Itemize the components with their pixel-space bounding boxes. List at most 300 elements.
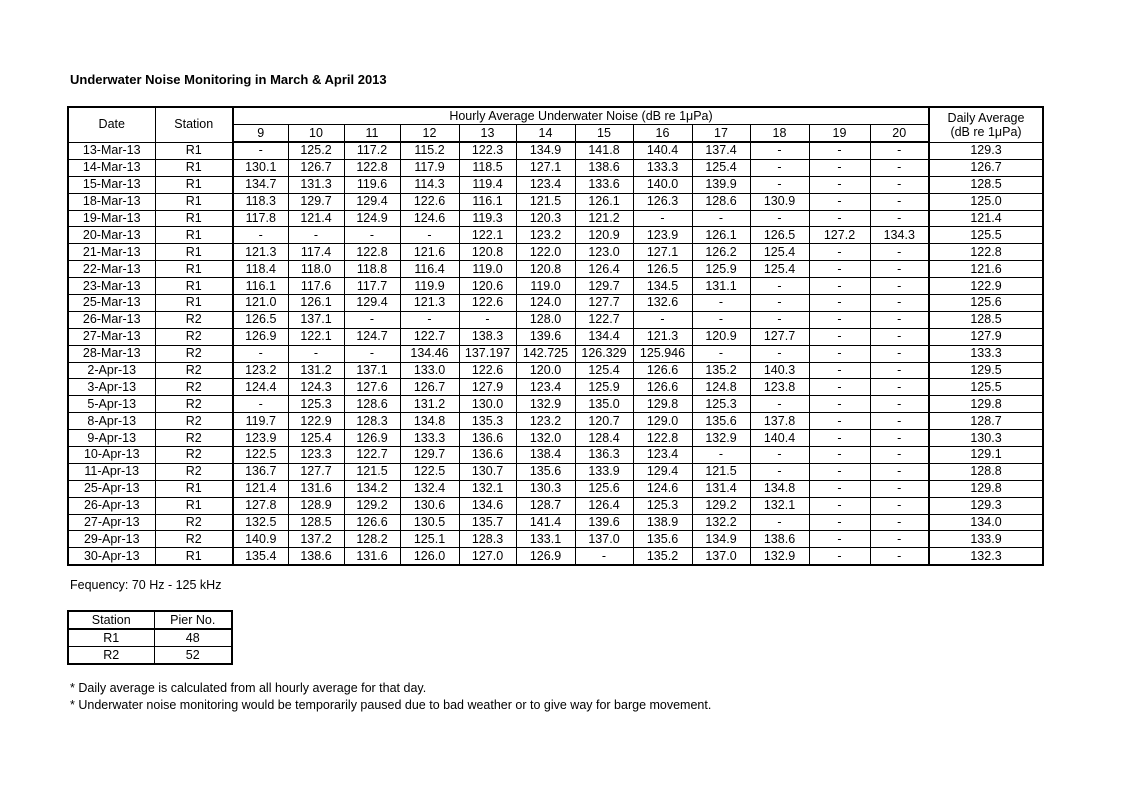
hourly-value-cell: 125.946 xyxy=(633,345,692,362)
daily-average-cell: 129.3 xyxy=(929,497,1043,514)
hourly-value-cell: 121.3 xyxy=(233,244,288,261)
hourly-value-cell: - xyxy=(870,413,929,430)
hourly-value-cell: 125.1 xyxy=(400,531,459,548)
table-row xyxy=(68,176,1043,193)
table-row xyxy=(68,345,1043,362)
hourly-value-cell: 128.6 xyxy=(344,396,400,413)
hourly-value-cell: 128.4 xyxy=(575,430,633,447)
hourly-value-cell: - xyxy=(870,142,929,159)
station-cell: R1 xyxy=(155,142,233,159)
hourly-value-cell: 117.6 xyxy=(288,278,344,295)
station-cell: R2 xyxy=(155,514,233,531)
hourly-value-cell: 129.8 xyxy=(633,396,692,413)
station-header: Station xyxy=(155,107,233,142)
date-cell: 26-Mar-13 xyxy=(68,311,155,328)
hour-header: 9 xyxy=(233,125,288,143)
hourly-value-cell: - xyxy=(233,142,288,159)
date-cell: 28-Mar-13 xyxy=(68,345,155,362)
hourly-value-cell: - xyxy=(692,447,750,464)
date-cell: 25-Apr-13 xyxy=(68,480,155,497)
hourly-value-cell: 125.3 xyxy=(633,497,692,514)
hourly-value-cell: - xyxy=(809,210,870,227)
hourly-value-cell: 117.8 xyxy=(233,210,288,227)
hourly-value-cell: - xyxy=(809,379,870,396)
date-cell: 27-Mar-13 xyxy=(68,328,155,345)
table-row xyxy=(68,261,1043,278)
hourly-value-cell: - xyxy=(870,328,929,345)
hourly-value-cell: 119.0 xyxy=(516,278,575,295)
pier-table xyxy=(67,610,233,665)
hourly-value-cell: - xyxy=(692,210,750,227)
pier-no-cell: 52 xyxy=(154,647,232,665)
hourly-value-cell: 122.0 xyxy=(516,244,575,261)
daily-average-cell: 128.5 xyxy=(929,176,1043,193)
hourly-value-cell: 140.9 xyxy=(233,531,288,548)
hourly-value-cell: 129.4 xyxy=(344,295,400,312)
daily-header-line2: (dB re 1μPa) xyxy=(950,124,1022,139)
hourly-value-cell: 125.9 xyxy=(692,261,750,278)
hourly-value-cell: 118.8 xyxy=(344,261,400,278)
footnote-daily-average: * Daily average is calculated from all hourly average for that day. xyxy=(70,681,427,695)
hourly-value-cell: - xyxy=(692,295,750,312)
table-row xyxy=(68,548,1043,565)
hourly-value-cell: 121.2 xyxy=(575,210,633,227)
hourly-value-cell: - xyxy=(809,430,870,447)
hourly-value-cell: - xyxy=(870,261,929,278)
hourly-value-cell: - xyxy=(809,261,870,278)
hourly-value-cell: 121.0 xyxy=(233,295,288,312)
hourly-value-cell: 140.4 xyxy=(633,142,692,159)
pier-row xyxy=(68,629,232,647)
hourly-value-cell: - xyxy=(809,311,870,328)
table-row xyxy=(68,463,1043,480)
hourly-value-cell: 126.3 xyxy=(633,193,692,210)
station-cell: R2 xyxy=(155,430,233,447)
hourly-value-cell: 119.0 xyxy=(459,261,516,278)
hourly-value-cell: 126.5 xyxy=(750,227,809,244)
hourly-value-cell: 137.197 xyxy=(459,345,516,362)
hourly-value-cell: 126.1 xyxy=(575,193,633,210)
hourly-value-cell: 122.6 xyxy=(459,362,516,379)
hourly-value-cell: 130.1 xyxy=(233,159,288,176)
hourly-value-cell: 121.5 xyxy=(692,463,750,480)
hourly-value-cell: 122.1 xyxy=(459,227,516,244)
hourly-value-cell: - xyxy=(809,396,870,413)
daily-average-cell: 129.8 xyxy=(929,396,1043,413)
hourly-value-cell: 132.6 xyxy=(633,295,692,312)
hourly-value-cell: 125.4 xyxy=(692,159,750,176)
hourly-value-cell: 121.4 xyxy=(233,480,288,497)
hourly-value-cell: - xyxy=(288,345,344,362)
hourly-header: Hourly Average Underwater Noise (dB re 1μPa) xyxy=(233,107,929,125)
daily-average-cell: 128.5 xyxy=(929,311,1043,328)
date-cell: 21-Mar-13 xyxy=(68,244,155,261)
hourly-value-cell: - xyxy=(809,413,870,430)
hourly-value-cell: 132.5 xyxy=(233,514,288,531)
hourly-value-cell: 124.8 xyxy=(692,379,750,396)
hourly-value-cell: 123.4 xyxy=(516,176,575,193)
station-cell: R2 xyxy=(155,447,233,464)
hourly-value-cell: 120.8 xyxy=(516,261,575,278)
station-cell: R1 xyxy=(155,210,233,227)
date-cell: 2-Apr-13 xyxy=(68,362,155,379)
pier-row xyxy=(68,647,232,665)
date-cell: 19-Mar-13 xyxy=(68,210,155,227)
hourly-value-cell: 114.3 xyxy=(400,176,459,193)
hourly-value-cell: 126.329 xyxy=(575,345,633,362)
hourly-value-cell: 125.4 xyxy=(750,261,809,278)
hourly-value-cell: 123.0 xyxy=(575,244,633,261)
pier-station-header: Station xyxy=(68,611,154,629)
hourly-value-cell: - xyxy=(400,227,459,244)
hourly-value-cell: 119.9 xyxy=(400,278,459,295)
hourly-value-cell: - xyxy=(870,345,929,362)
daily-header xyxy=(929,107,1043,142)
daily-average-cell: 133.9 xyxy=(929,531,1043,548)
hourly-value-cell: 126.9 xyxy=(516,548,575,565)
hourly-value-cell: 135.6 xyxy=(633,531,692,548)
footnote-paused: * Underwater noise monitoring would be temporarily paused due to bad weather or to give way for barge movement. xyxy=(70,698,712,712)
hourly-value-cell: - xyxy=(692,311,750,328)
hourly-value-cell: 134.2 xyxy=(344,480,400,497)
station-cell: R1 xyxy=(155,244,233,261)
hourly-value-cell: - xyxy=(750,210,809,227)
hourly-value-cell: 116.4 xyxy=(400,261,459,278)
hourly-value-cell: 128.3 xyxy=(344,413,400,430)
hourly-value-cell: - xyxy=(750,463,809,480)
hourly-value-cell: 124.9 xyxy=(344,210,400,227)
hourly-value-cell: - xyxy=(750,514,809,531)
station-cell: R2 xyxy=(155,531,233,548)
hourly-value-cell: - xyxy=(809,142,870,159)
hourly-value-cell: 119.7 xyxy=(233,413,288,430)
hourly-value-cell: 123.2 xyxy=(233,362,288,379)
hourly-value-cell: 134.9 xyxy=(692,531,750,548)
date-cell: 8-Apr-13 xyxy=(68,413,155,430)
daily-average-cell: 130.3 xyxy=(929,430,1043,447)
date-cell: 13-Mar-13 xyxy=(68,142,155,159)
hourly-value-cell: - xyxy=(809,345,870,362)
hourly-value-cell: 124.3 xyxy=(288,379,344,396)
hourly-value-cell: 138.6 xyxy=(750,531,809,548)
hourly-value-cell: 130.3 xyxy=(516,480,575,497)
hourly-value-cell: 138.6 xyxy=(575,159,633,176)
hourly-value-cell: 121.4 xyxy=(288,210,344,227)
daily-average-cell: 132.3 xyxy=(929,548,1043,565)
hourly-value-cell: - xyxy=(870,379,929,396)
hourly-value-cell: 127.7 xyxy=(575,295,633,312)
hourly-value-cell: 115.2 xyxy=(400,142,459,159)
page-title: Underwater Noise Monitoring in March & April 2013 xyxy=(70,72,387,87)
hourly-value-cell: - xyxy=(233,227,288,244)
hourly-value-cell: 136.6 xyxy=(459,447,516,464)
hourly-value-cell: 141.4 xyxy=(516,514,575,531)
noise-table xyxy=(67,106,1044,566)
hourly-value-cell: - xyxy=(400,311,459,328)
hourly-value-cell: 128.5 xyxy=(288,514,344,531)
table-row xyxy=(68,430,1043,447)
hourly-value-cell: 137.1 xyxy=(344,362,400,379)
hourly-value-cell: 133.0 xyxy=(400,362,459,379)
table-row xyxy=(68,379,1043,396)
hourly-value-cell: - xyxy=(288,227,344,244)
hourly-value-cell: 137.0 xyxy=(575,531,633,548)
date-cell: 11-Apr-13 xyxy=(68,463,155,480)
hourly-value-cell: 126.6 xyxy=(633,379,692,396)
hourly-value-cell: - xyxy=(633,210,692,227)
hourly-value-cell: 132.9 xyxy=(516,396,575,413)
hourly-value-cell: - xyxy=(750,447,809,464)
hourly-value-cell: - xyxy=(809,514,870,531)
hourly-value-cell: 134.7 xyxy=(233,176,288,193)
hourly-value-cell: - xyxy=(870,176,929,193)
hourly-value-cell: - xyxy=(870,548,929,565)
hourly-value-cell: 135.2 xyxy=(692,362,750,379)
hourly-value-cell: 131.6 xyxy=(344,548,400,565)
station-cell: R1 xyxy=(155,548,233,565)
hourly-value-cell: 125.2 xyxy=(288,142,344,159)
table-row xyxy=(68,142,1043,159)
hourly-value-cell: 139.6 xyxy=(575,514,633,531)
date-cell: 5-Apr-13 xyxy=(68,396,155,413)
hourly-value-cell: 135.7 xyxy=(459,514,516,531)
hourly-value-cell: 127.7 xyxy=(288,463,344,480)
hourly-value-cell: 129.2 xyxy=(344,497,400,514)
hourly-value-cell: 139.9 xyxy=(692,176,750,193)
hourly-value-cell: 122.7 xyxy=(344,447,400,464)
hourly-value-cell: - xyxy=(233,396,288,413)
hourly-value-cell: 122.1 xyxy=(288,328,344,345)
hourly-value-cell: - xyxy=(750,396,809,413)
hourly-value-cell: 131.3 xyxy=(288,176,344,193)
hourly-value-cell: 142.725 xyxy=(516,345,575,362)
table-row xyxy=(68,514,1043,531)
hourly-value-cell: 124.0 xyxy=(516,295,575,312)
daily-average-cell: 122.8 xyxy=(929,244,1043,261)
hourly-value-cell: 127.2 xyxy=(809,227,870,244)
daily-average-cell: 121.4 xyxy=(929,210,1043,227)
station-cell: R2 xyxy=(155,396,233,413)
table-row xyxy=(68,531,1043,548)
hourly-value-cell: - xyxy=(870,193,929,210)
hourly-value-cell: - xyxy=(870,210,929,227)
hourly-value-cell: - xyxy=(344,345,400,362)
hourly-value-cell: 119.3 xyxy=(459,210,516,227)
hourly-value-cell: - xyxy=(809,497,870,514)
table-row xyxy=(68,413,1043,430)
date-cell: 23-Mar-13 xyxy=(68,278,155,295)
hourly-value-cell: - xyxy=(809,463,870,480)
hourly-value-cell: 125.4 xyxy=(288,430,344,447)
date-cell: 30-Apr-13 xyxy=(68,548,155,565)
hourly-value-cell: 132.0 xyxy=(516,430,575,447)
hourly-value-cell: 120.9 xyxy=(692,328,750,345)
hourly-value-cell: 129.7 xyxy=(288,193,344,210)
table-row xyxy=(68,480,1043,497)
hourly-value-cell: - xyxy=(750,278,809,295)
hourly-value-cell: 127.6 xyxy=(344,379,400,396)
hourly-value-cell: - xyxy=(870,311,929,328)
hourly-value-cell: 137.8 xyxy=(750,413,809,430)
hourly-value-cell: 134.8 xyxy=(400,413,459,430)
hourly-value-cell: 125.4 xyxy=(750,244,809,261)
hourly-value-cell: - xyxy=(870,447,929,464)
hourly-value-cell: 124.6 xyxy=(400,210,459,227)
date-cell: 20-Mar-13 xyxy=(68,227,155,244)
hourly-value-cell: 117.9 xyxy=(400,159,459,176)
table-row xyxy=(68,362,1043,379)
hourly-value-cell: 122.8 xyxy=(344,244,400,261)
hourly-value-cell: - xyxy=(633,311,692,328)
hourly-value-cell: 117.7 xyxy=(344,278,400,295)
hourly-value-cell: 131.2 xyxy=(400,396,459,413)
hourly-value-cell: 122.5 xyxy=(233,447,288,464)
hourly-value-cell: 123.2 xyxy=(516,227,575,244)
hourly-value-cell: 118.3 xyxy=(233,193,288,210)
table-row xyxy=(68,244,1043,261)
hourly-value-cell: 135.2 xyxy=(633,548,692,565)
hourly-value-cell: 139.6 xyxy=(516,328,575,345)
hourly-value-cell: 136.3 xyxy=(575,447,633,464)
hour-header: 16 xyxy=(633,125,692,143)
hourly-value-cell: 129.7 xyxy=(400,447,459,464)
hourly-value-cell: 140.4 xyxy=(750,430,809,447)
hourly-value-cell: 133.6 xyxy=(575,176,633,193)
hourly-value-cell: - xyxy=(809,548,870,565)
hourly-value-cell: 135.6 xyxy=(516,463,575,480)
hourly-value-cell: 130.9 xyxy=(750,193,809,210)
hourly-value-cell: - xyxy=(870,244,929,261)
table-row xyxy=(68,328,1043,345)
daily-average-cell: 126.7 xyxy=(929,159,1043,176)
hourly-value-cell: 123.4 xyxy=(633,447,692,464)
station-cell: R1 xyxy=(155,261,233,278)
hourly-value-cell: 123.9 xyxy=(233,430,288,447)
hourly-value-cell: 134.8 xyxy=(750,480,809,497)
hourly-value-cell: 119.4 xyxy=(459,176,516,193)
pier-no-header: Pier No. xyxy=(154,611,232,629)
hourly-value-cell: 123.3 xyxy=(288,447,344,464)
hourly-value-cell: 121.5 xyxy=(344,463,400,480)
hourly-value-cell: 126.9 xyxy=(233,328,288,345)
station-cell: R2 xyxy=(155,328,233,345)
hourly-value-cell: 125.6 xyxy=(575,480,633,497)
date-cell: 10-Apr-13 xyxy=(68,447,155,464)
noise-table-body xyxy=(68,142,1043,565)
hourly-value-cell: 121.6 xyxy=(400,244,459,261)
date-cell: 18-Mar-13 xyxy=(68,193,155,210)
daily-average-cell: 129.3 xyxy=(929,142,1043,159)
date-cell: 9-Apr-13 xyxy=(68,430,155,447)
hourly-value-cell: 120.9 xyxy=(575,227,633,244)
hourly-value-cell: 126.1 xyxy=(692,227,750,244)
table-row xyxy=(68,278,1043,295)
hourly-value-cell: 128.6 xyxy=(692,193,750,210)
hourly-value-cell: 126.6 xyxy=(633,362,692,379)
table-row xyxy=(68,447,1043,464)
pier-table-body xyxy=(68,629,232,664)
hourly-value-cell: 130.6 xyxy=(400,497,459,514)
hourly-value-cell: - xyxy=(750,345,809,362)
hourly-value-cell: 134.3 xyxy=(870,227,929,244)
hourly-value-cell: 131.6 xyxy=(288,480,344,497)
hourly-value-cell: - xyxy=(870,295,929,312)
hourly-value-cell: 129.7 xyxy=(575,278,633,295)
hourly-value-cell: 131.1 xyxy=(692,278,750,295)
date-cell: 3-Apr-13 xyxy=(68,379,155,396)
hourly-value-cell: 125.3 xyxy=(288,396,344,413)
hourly-value-cell: 124.7 xyxy=(344,328,400,345)
hourly-value-cell: 122.8 xyxy=(633,430,692,447)
hour-header: 13 xyxy=(459,125,516,143)
hourly-value-cell: 134.4 xyxy=(575,328,633,345)
hourly-value-cell: - xyxy=(750,295,809,312)
hourly-value-cell: 122.7 xyxy=(575,311,633,328)
hourly-value-cell: 129.2 xyxy=(692,497,750,514)
hourly-value-cell: 127.1 xyxy=(633,244,692,261)
date-cell: 26-Apr-13 xyxy=(68,497,155,514)
hourly-value-cell: - xyxy=(870,480,929,497)
hourly-value-cell: - xyxy=(809,328,870,345)
hourly-value-cell: 126.5 xyxy=(233,311,288,328)
hourly-value-cell: 131.2 xyxy=(288,362,344,379)
hourly-value-cell: 133.1 xyxy=(516,531,575,548)
hourly-value-cell: 130.7 xyxy=(459,463,516,480)
hourly-value-cell: 123.9 xyxy=(633,227,692,244)
hourly-value-cell: 120.6 xyxy=(459,278,516,295)
date-cell: 29-Apr-13 xyxy=(68,531,155,548)
hourly-value-cell: 127.1 xyxy=(516,159,575,176)
table-row xyxy=(68,159,1043,176)
hourly-value-cell: - xyxy=(809,278,870,295)
daily-average-cell: 125.0 xyxy=(929,193,1043,210)
hourly-value-cell: 122.6 xyxy=(400,193,459,210)
hourly-value-cell: - xyxy=(870,278,929,295)
date-header: Date xyxy=(68,107,155,142)
hourly-value-cell: 128.7 xyxy=(516,497,575,514)
hourly-value-cell: 132.9 xyxy=(692,430,750,447)
hour-header: 14 xyxy=(516,125,575,143)
hourly-value-cell: 117.2 xyxy=(344,142,400,159)
hourly-value-cell: 116.1 xyxy=(459,193,516,210)
hourly-value-cell: 121.3 xyxy=(400,295,459,312)
hourly-value-cell: 121.3 xyxy=(633,328,692,345)
hourly-value-cell: - xyxy=(233,345,288,362)
table-row xyxy=(68,295,1043,312)
hourly-value-cell: 126.7 xyxy=(288,159,344,176)
station-cell: R1 xyxy=(155,193,233,210)
daily-average-cell: 129.8 xyxy=(929,480,1043,497)
date-cell: 15-Mar-13 xyxy=(68,176,155,193)
hourly-value-cell: - xyxy=(575,548,633,565)
hourly-value-cell: - xyxy=(344,311,400,328)
daily-average-cell: 128.7 xyxy=(929,413,1043,430)
hourly-value-cell: 126.4 xyxy=(575,261,633,278)
hourly-value-cell: 118.5 xyxy=(459,159,516,176)
daily-average-cell: 122.9 xyxy=(929,278,1043,295)
hourly-value-cell: 133.9 xyxy=(575,463,633,480)
daily-average-cell: 125.5 xyxy=(929,227,1043,244)
hourly-value-cell: - xyxy=(344,227,400,244)
hourly-value-cell: 135.0 xyxy=(575,396,633,413)
hourly-value-cell: 123.8 xyxy=(750,379,809,396)
hourly-value-cell: 132.4 xyxy=(400,480,459,497)
hourly-value-cell: 124.4 xyxy=(233,379,288,396)
footnotes xyxy=(70,680,711,714)
hourly-value-cell: 140.0 xyxy=(633,176,692,193)
hourly-value-cell: 117.4 xyxy=(288,244,344,261)
hourly-value-cell: 132.2 xyxy=(692,514,750,531)
